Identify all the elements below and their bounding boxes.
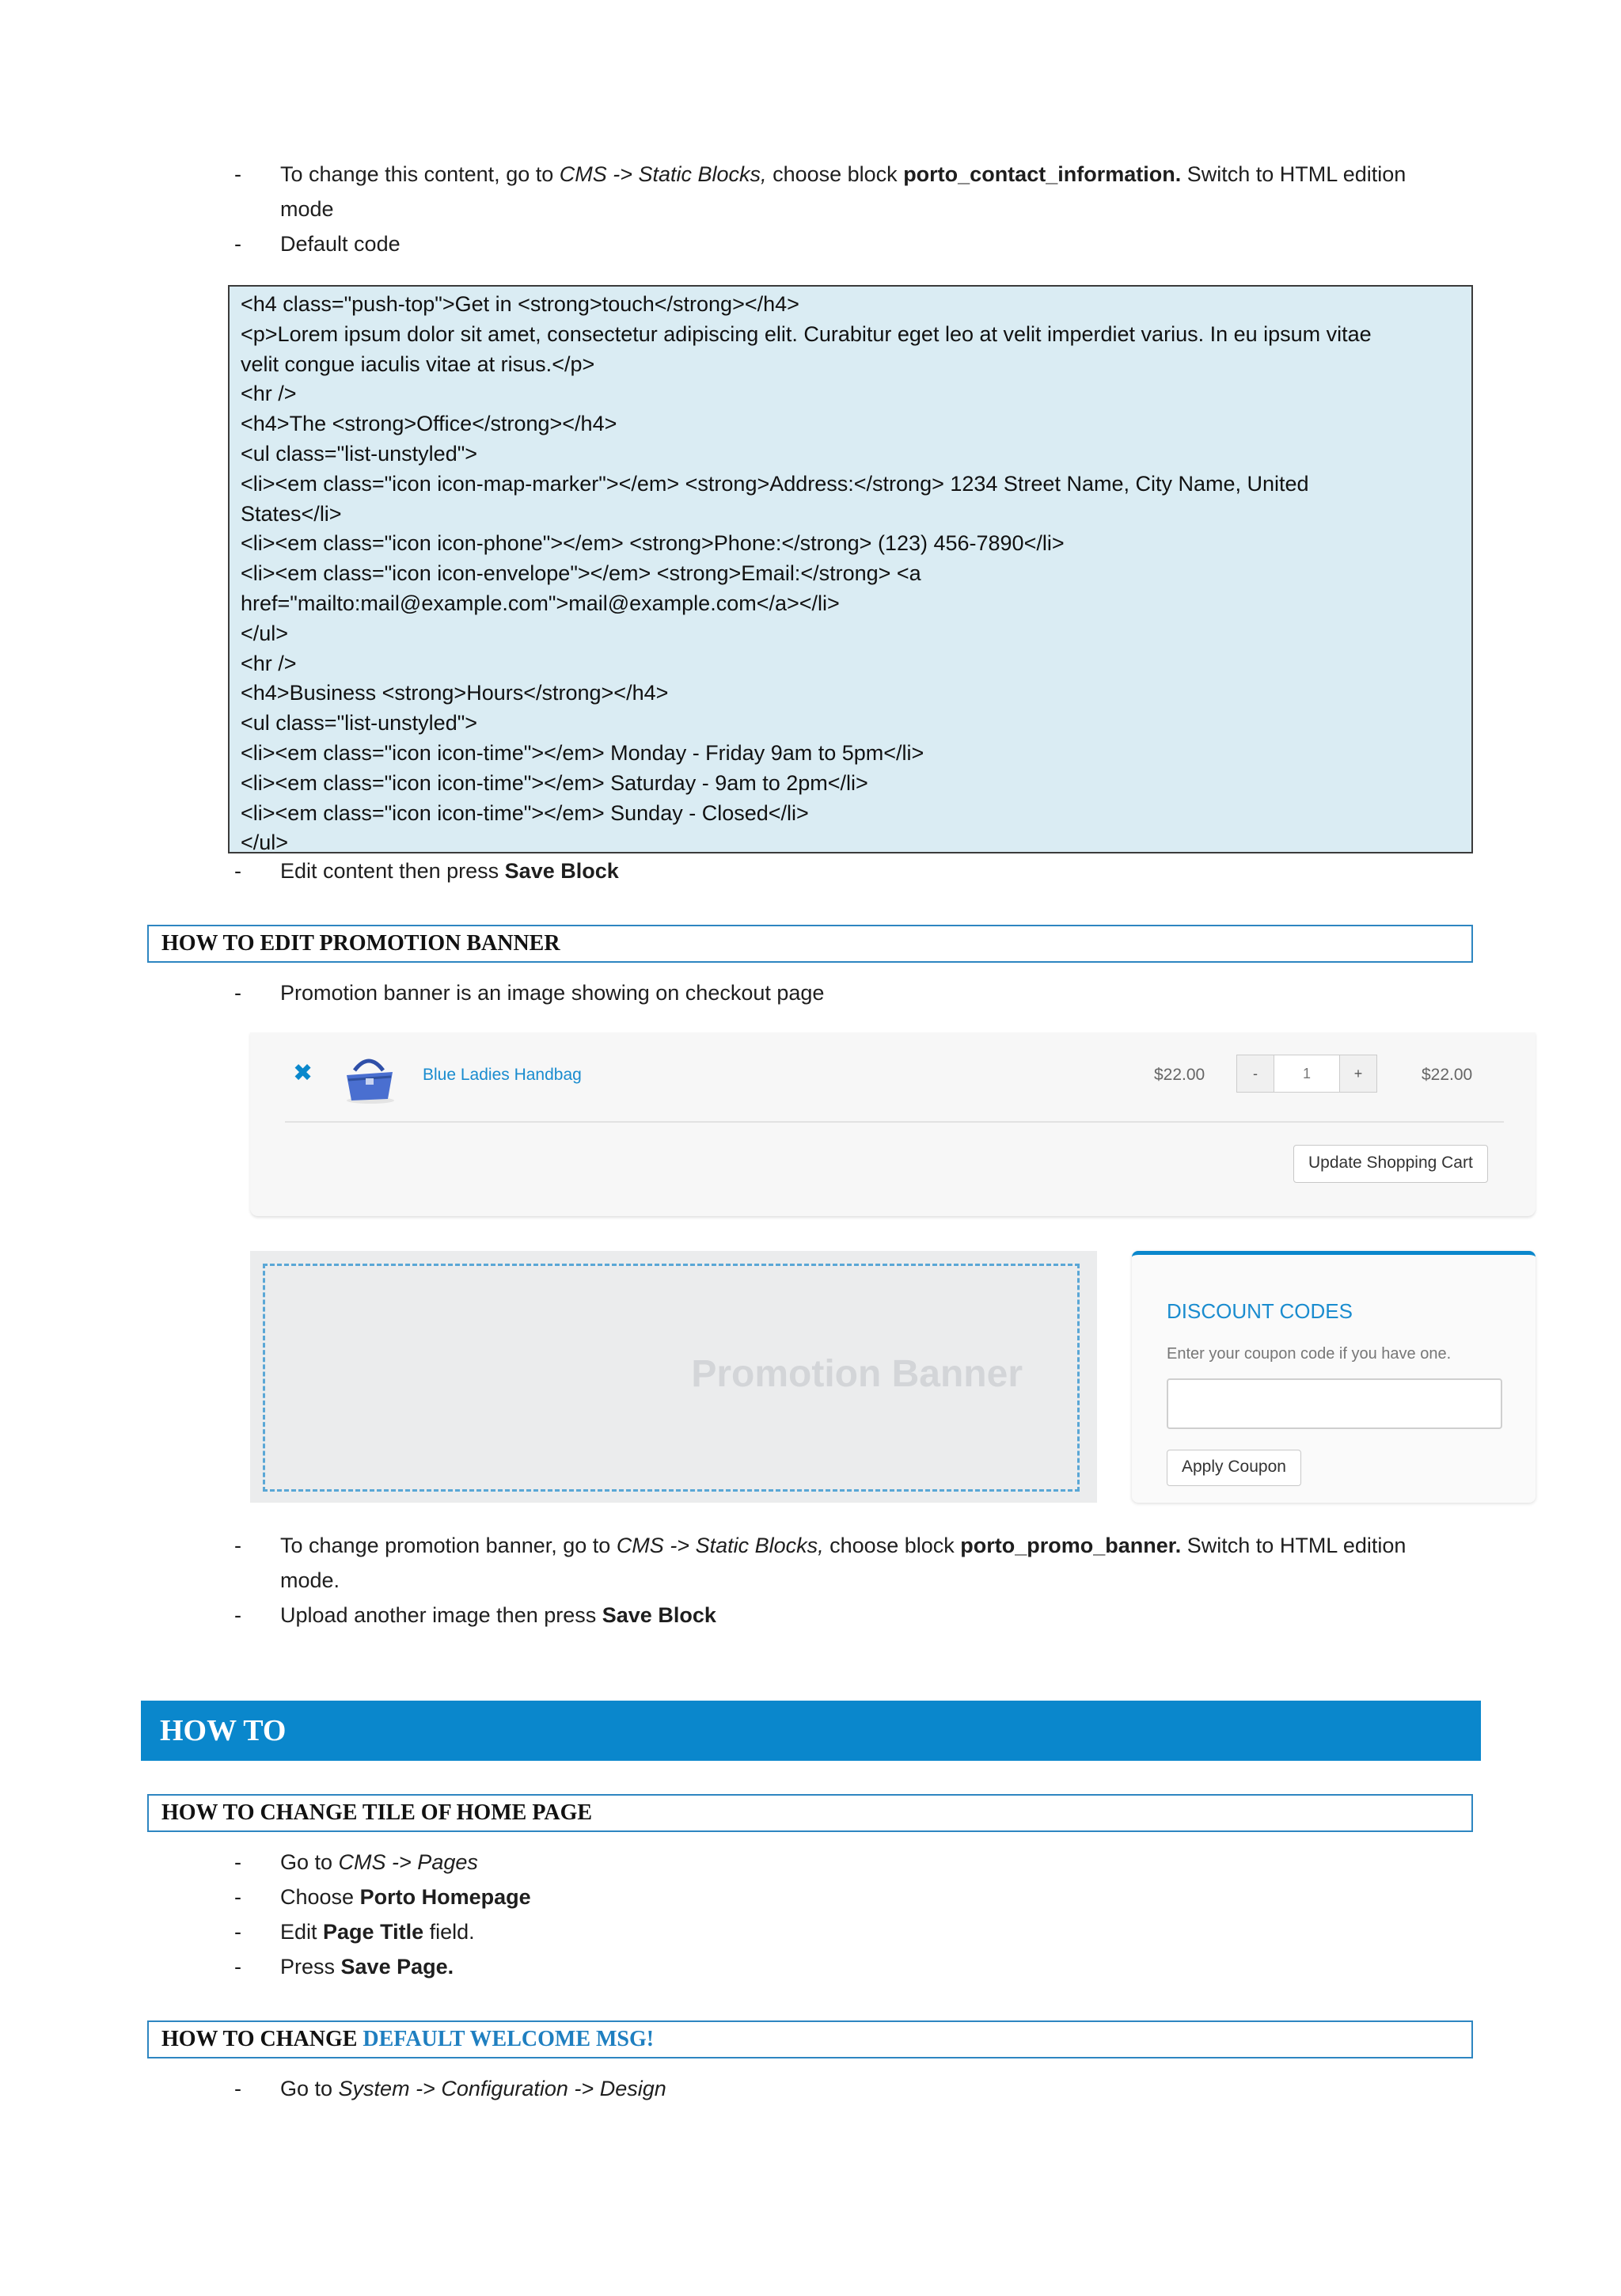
qty-input[interactable]: 1 (1274, 1055, 1339, 1093)
bullet-text-line2: mode (280, 197, 334, 221)
bullet-dash: - (234, 1603, 241, 1627)
code-line: velit congue iaculis vitae at risus.</p> (241, 352, 595, 376)
code-line: <hr /> (241, 651, 297, 675)
divider (285, 1121, 1504, 1123)
bullet-text: To change promotion banner, go to CMS -> Static Blocks, choose block porto_promo_banner. Switch to HTML edition (280, 1534, 1407, 1557)
code-line: <li><em class="icon icon-envelope"></em> <strong>Email:</strong> <a (241, 561, 921, 586)
bullet-text: Choose Porto Homepage (280, 1885, 531, 1909)
code-line: </ul> (241, 831, 289, 855)
bullet-text: Go to CMS -> Pages (280, 1850, 478, 1874)
code-line: <li><em class="icon icon-time"></em> Monday - Friday 9am to 5pm</li> (241, 740, 924, 765)
coupon-code-input[interactable] (1167, 1378, 1502, 1429)
bullet-dash: - (234, 2077, 241, 2100)
heading-edit-promotion-banner: HOW TO EDIT PROMOTION BANNER (147, 925, 1473, 963)
bullet-text: Edit content then press Save Block (280, 859, 619, 883)
bullet-dash: - (234, 232, 241, 256)
code-line: <hr /> (241, 382, 297, 406)
bullet-dash: - (234, 1885, 241, 1909)
bullet-text-line2: mode. (280, 1568, 340, 1592)
bullet-text: Default code (280, 232, 401, 256)
code-line: href="mailto:mail@example.com">mail@example.com</a></li> (241, 591, 840, 615)
code-line: <li><em class="icon icon-phone"></em> <strong>Phone:</strong> (123) 456-7890</li> (241, 531, 1065, 556)
bullet-text: Go to System -> Configuration -> Design (280, 2077, 666, 2100)
code-line: <li><em class="icon icon-time"></em> Saturday - 9am to 2pm</li> (241, 770, 868, 795)
code-line: </ul> (241, 621, 289, 645)
code-block (228, 285, 1473, 853)
code-line: <h4 class="push-top">Get in <strong>touch</strong></h4> (241, 292, 799, 316)
handbag-thumbnail (337, 1048, 401, 1105)
bullet-dash: - (234, 162, 241, 186)
bullet-dash: - (234, 859, 241, 883)
bullet-dash: - (234, 981, 241, 1005)
banner-text: Promotion Banner (691, 1353, 1023, 1395)
bullet-text: To change this content, go to CMS -> Static Blocks, choose block porto_contact_information. Switch to HTML edition (280, 162, 1407, 186)
code-line: <ul class="list-unstyled"> (241, 711, 478, 736)
bullet-dash: - (234, 1534, 241, 1557)
qty-decrease-button[interactable]: - (1236, 1055, 1274, 1093)
update-cart-button[interactable]: Update Shopping Cart (1293, 1145, 1488, 1183)
product-price: $22.00 (1154, 1066, 1205, 1084)
heading-change-welcome: HOW TO CHANGE DEFAULT WELCOME MSG! (147, 2020, 1473, 2058)
code-line: <li><em class="icon icon-map-marker"></em> <strong>Address:</strong> 1234 Street Name, City Name, United (241, 471, 1309, 496)
bullet-dash: - (234, 1850, 241, 1874)
apply-coupon-button[interactable]: Apply Coupon (1167, 1450, 1301, 1486)
bullet-text: Upload another image then press Save Block (280, 1603, 716, 1627)
qty-increase-button[interactable]: + (1339, 1055, 1377, 1093)
row-subtotal: $22.00 (1422, 1066, 1473, 1084)
code-line: <h4>Business <strong>Hours</strong></h4> (241, 681, 669, 705)
code-line: <li><em class="icon icon-time"></em> Sunday - Closed</li> (241, 800, 809, 825)
discount-hint: Enter your coupon code if you have one. (1167, 1345, 1452, 1363)
bullet-dash: - (234, 1920, 241, 1944)
promotion-banner-placeholder (250, 1251, 1097, 1503)
bullet-text: Promotion banner is an image showing on checkout page (280, 981, 825, 1005)
code-line: States</li> (241, 501, 342, 526)
cart-screenshot (250, 1032, 1536, 1216)
code-line: <ul class="list-unstyled"> (241, 441, 478, 466)
discount-codes-panel (1132, 1251, 1536, 1503)
quantity-stepper (1236, 1055, 1377, 1093)
discount-title: DISCOUNT CODES (1167, 1299, 1353, 1323)
bullet-dash: - (234, 1955, 241, 1979)
section-title-how-to: HOW TO (141, 1701, 1481, 1761)
close-x-icon[interactable]: ✖ (293, 1060, 313, 1086)
bullet-text: Edit Page Title field. (280, 1920, 475, 1944)
code-line: <p>Lorem ipsum dolor sit amet, consectetur adipiscing elit. Curabitur eget leo at velit imperdiet varius. In eu ipsum vitae (241, 321, 1372, 346)
bullet-text: Press Save Page. (280, 1955, 454, 1979)
heading-change-tile: HOW TO CHANGE TILE OF HOME PAGE (147, 1794, 1473, 1832)
code-line: <h4>The <strong>Office</strong></h4> (241, 412, 617, 436)
product-name-link[interactable]: Blue Ladies Handbag (423, 1066, 582, 1084)
